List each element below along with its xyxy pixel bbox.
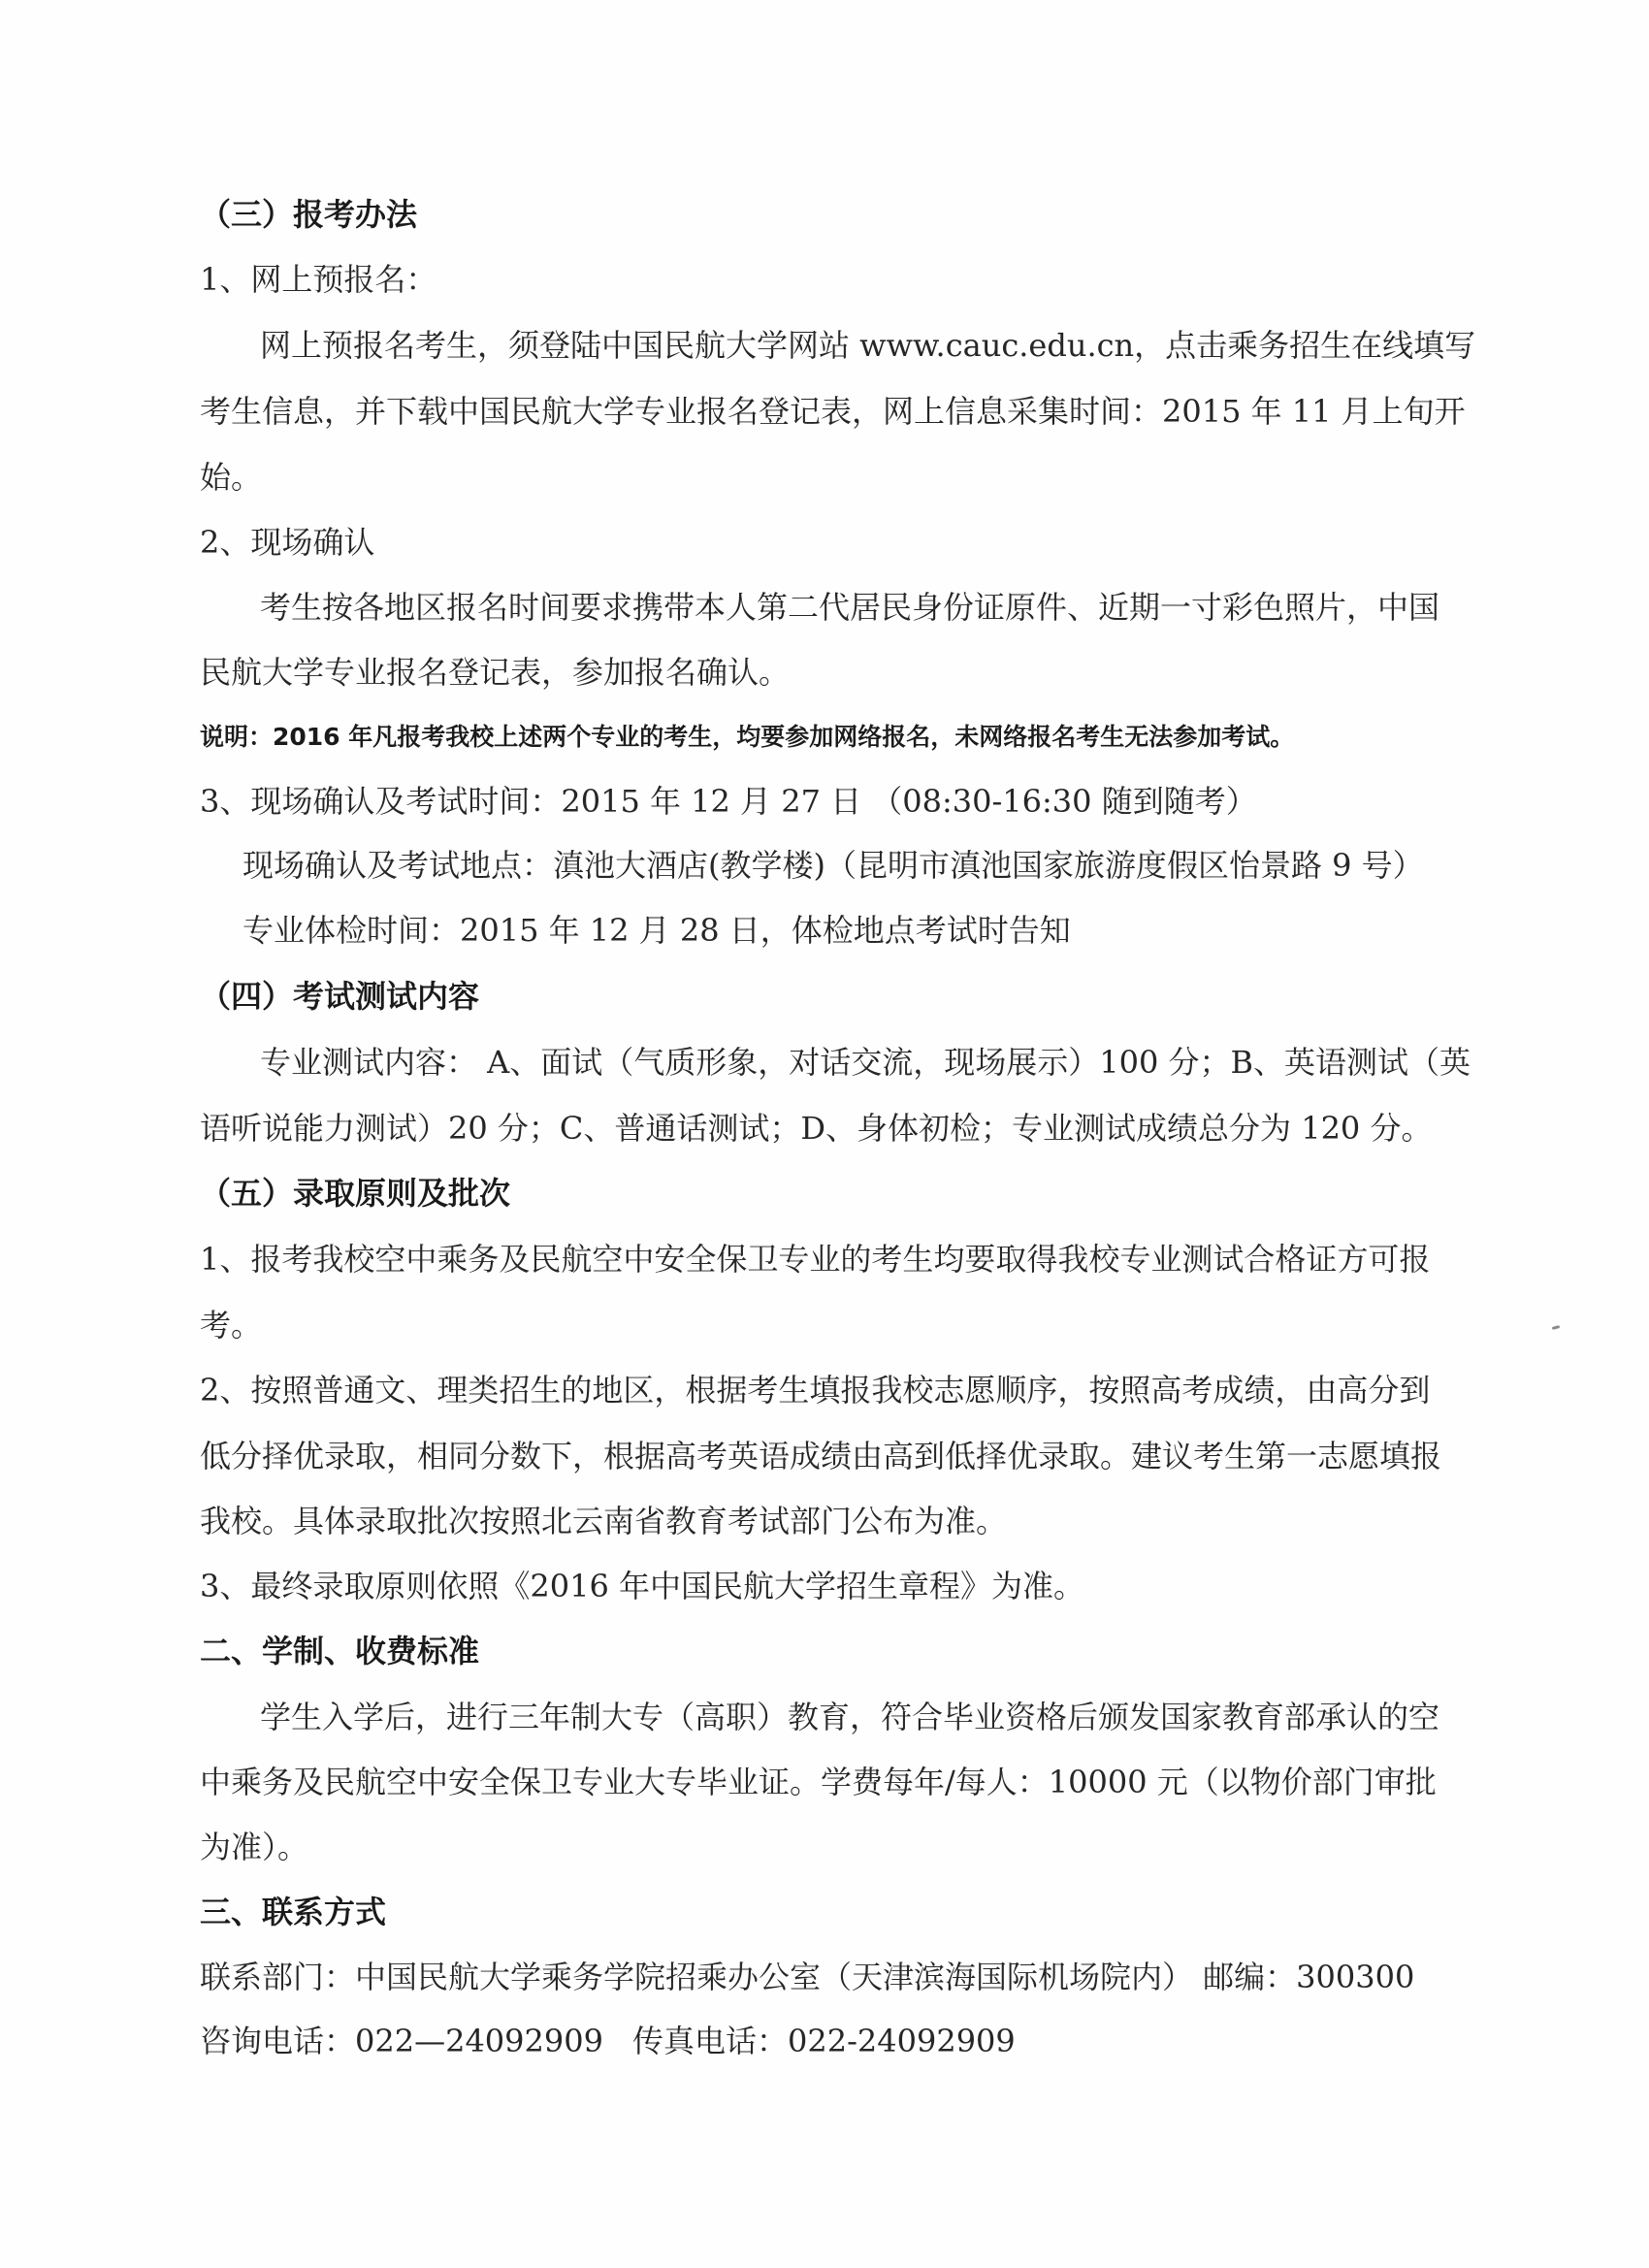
section-3-title: （三）报考办法 bbox=[200, 196, 418, 233]
section-4-line-2: 语听说能力测试）20 分；C、普通话测试；D、身体初检；专业测试成绩总分为 120 分。 bbox=[200, 1110, 1433, 1147]
section-5-title: （五）录取原则及批次 bbox=[200, 1175, 511, 1212]
part-3-title: 三、联系方式 bbox=[200, 1894, 387, 1930]
section-3-item-2-line-1: 考生按各地区报名时间要求携带本人第二代居民身份证原件、近期一寸彩色照片，中国 bbox=[260, 589, 1440, 626]
part-2-line-3: 为准）。 bbox=[200, 1829, 309, 1865]
contact-fax: 传真电话：022-24092909 bbox=[632, 2023, 1016, 2059]
section-3-note: 说明：2016 年凡报考我校上述两个专业的考生，均要参加网络报名，未网络报名考生无法参加考试。 bbox=[200, 723, 1295, 751]
section-5-item-2-line-2: 低分择优录取，相同分数下，根据高考英语成绩由高到低择优录取。建议考生第一志愿填报 bbox=[200, 1438, 1442, 1474]
section-3-item-1-label: 1、网上预报名： bbox=[200, 261, 437, 298]
section-3-item-3-exam: 专业体检时间：2015 年 12 月 28 日，体检地点考试时告知 bbox=[242, 912, 1071, 949]
contact-department: 联系部门：中国民航大学乘务学院招乘办公室（天津滨海国际机场院内） 邮编：300300 bbox=[200, 1959, 1415, 1995]
section-3-item-1-line-1: 网上预报名考生，须登陆中国民航大学网站 www.cauc.edu.cn，点击乘务招生在线填写 bbox=[260, 327, 1476, 364]
section-4-title: （四）考试测试内容 bbox=[200, 978, 480, 1015]
section-5-item-1-line-1: 1、报考我校空中乘务及民航空中安全保卫专业的考生均要取得我校专业测试合格证方可报 bbox=[200, 1241, 1431, 1278]
part-2-title: 二、学制、收费标准 bbox=[200, 1633, 480, 1669]
section-3-item-3-place: 现场确认及考试地点：滇池大酒店(教学楼)（昆明市滇池国家旅游度假区怡景路 9 号） bbox=[242, 847, 1424, 884]
scan-speck bbox=[1552, 1325, 1561, 1330]
section-3-item-2-label: 2、现场确认 bbox=[200, 524, 375, 561]
section-5-item-2-line-1: 2、按照普通文、理类招生的地区，根据考生填报我校志愿顺序，按照高考成绩，由高分到 bbox=[200, 1372, 1431, 1409]
part-2-line-2: 中乘务及民航空中安全保卫专业大专毕业证。学费每年/每人：10000 元（以物价部门审批 bbox=[200, 1764, 1437, 1800]
section-5-item-2-line-3: 我校。具体录取批次按照北云南省教育考试部门公布为准。 bbox=[200, 1503, 1008, 1539]
section-5-item-1-line-2: 考。 bbox=[200, 1307, 263, 1344]
contact-phone: 咨询电话：022—24092909 bbox=[200, 2023, 603, 2059]
section-4-line-1: 专业测试内容： A、面试（气质形象，对话交流，现场展示）100 分；B、英语测试（英 bbox=[260, 1044, 1471, 1081]
section-3-item-1-line-2: 考生信息，并下载中国民航大学专业报名登记表，网上信息采集时间：2015 年 11 月上旬开 bbox=[200, 393, 1466, 430]
part-2-line-1: 学生入学后，进行三年制大专（高职）教育，符合毕业资格后颁发国家教育部承认的空 bbox=[260, 1699, 1440, 1735]
section-3-item-3-time: 3、现场确认及考试时间：2015 年 12 月 27 日 （08:30-16:30 随到随考） bbox=[200, 783, 1257, 820]
section-5-item-3: 3、最终录取原则依照《2016 年中国民航大学招生章程》为准。 bbox=[200, 1568, 1084, 1604]
section-3-item-2-line-2: 民航大学专业报名登记表，参加报名确认。 bbox=[200, 654, 791, 691]
section-3-item-1-line-3: 始。 bbox=[200, 459, 263, 496]
